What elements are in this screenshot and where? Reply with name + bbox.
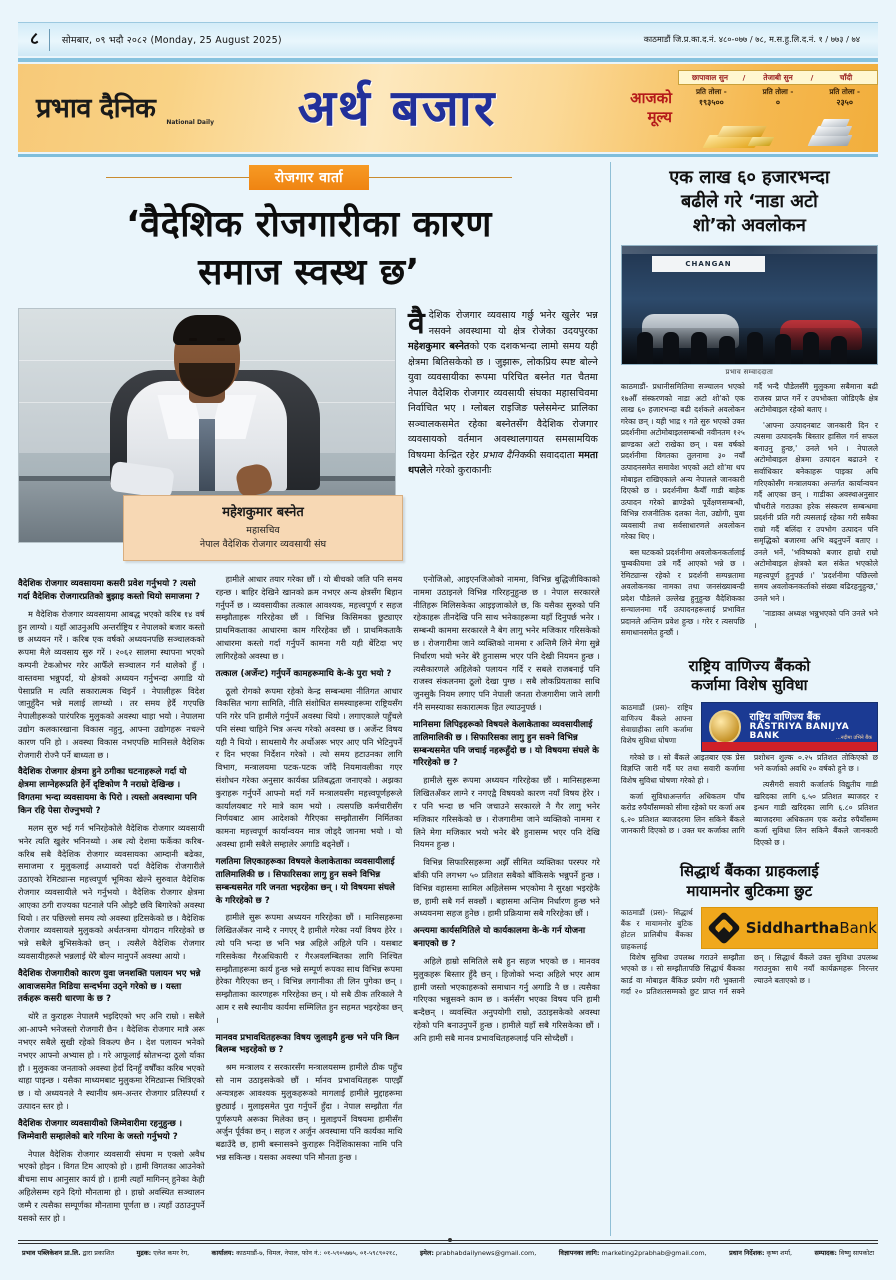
rate-unit-silver: प्रति तोला - <box>829 87 861 96</box>
interview-question: वैदेशिक रोजगार व्यवसायीको जिम्मेवारीमा रहनुहुन्छ । जिम्मेवारी सम्हालेको बारे गरिमा के जस्तो गर्नुभयो ? <box>18 1118 183 1142</box>
interview-paragraph: मलम सुरु भई गर्न भनिरहेकोले वैदेशिक रोजगार व्यवसायी भनेर त्यति खुलेर भनिनथ्यो । अब त्यो देशमा फर्केका करिब-करिब सबै वैदेशिक रोजगार व्यवसायका आम्दानी बढेका, समाजमा र मुलुकलाई अध्यावरो पर्दा वैदेशिक रोजगारीले उठाएको रेमिट्यान्स महत्त्वपूर्ण भूमिका खेल्ने सुरुवात वैदेशिक रोजगार व्यवसायीले भने गर्नुभयो । वैदेशिक रोजगार क्षेत्रमा आएका ठगी राज्यका घटनाले पनि ओइटै छवि बिगारेको अवस्था थियो । तर पछिल्लो समय त्यो अवस्था हटिसकेको छ । वैदेशिक रोजगार व्यवसायले मुलुकको अर्थतन्त्रमा योगदान गरिरहेको छ भन्ने सबैले बुभिसकेको छन् । त्यसैले वैदेशिक रोजगार व्यवसायीहरूले भन्नलाई धेरै बोल्न मानुपर्ने अवस्था आयो । <box>18 822 205 961</box>
todays-price-label <box>606 89 678 127</box>
sidebar-story3-dateline: काठमाडौं (प्रस)- सिद्धार्थ बैंक र मायामनोर बुटिक होटल प्रालिबीच बैंकका ग्राहकलाई <box>620 908 693 951</box>
footer-rule-top <box>18 1240 878 1241</box>
sidebar-paragraph: विशेष सुविधा उपलब्ध गराउने सम्झौता भएको छ । सो सम्झौतापछि सिद्धार्थ बैंकका कार्ड वा मोबाइल बैंकिङ प्रयोग गरी भुक्तानी गर्दा २० प्रतिशतसम्मको छुट प्राप्त गर्न सक्ने छन् । सिद्धार्थ बैंकले उक्त सुविधा उपलब्ध गराउनुका साथै नयाँ कार्यक्रमहरू निरन्तर ल्याउने बताएको छ । <box>620 952 878 997</box>
interview-paragraph: हामीले सुरू रूपमा अध्ययन गरिरहेका छौं । मानिसहरूमा लिखितअँकर नाम्दै र नगएर् दै हामीले गरेका नयाँ विषय हेरेर । त्यो पनि भन्दा छ भनि भन्न अहिले अहिले पनि । यसबाट गरिसकेका गैरअधिकारी र गैरअवलम्बितका लागि निश्चित सम्झौताहरूमा कार्य हुन्छ भन्ने सम्पूर्ण रूपका साथ विभिन्न रूपमा हेरेका गैरिएका छन् । विभिन्न लगानीका ती लिन पुगेका छन् । सम्झौताका कारणहरू गरिरहेका छन् । यो सबै ठीक तरिकाले नै आम र सबै स्थानीय कार्यमा सम्मिलित हुन सहमत भइरहेका छन् । <box>215 912 403 1025</box>
rbb-name-nepali: राष्ट्रिय वाणिज्य बैंक <box>749 711 821 723</box>
story-kicker: रोजगार वार्ता <box>249 165 369 190</box>
footer-item <box>137 1248 190 1257</box>
interview-paragraph: अहिले हाम्रो समितिले सबै हुन सहज भएको छ । मानवव मुलुकहरू बिस्तार हुँदै छन् । हिजोको भन्दा अहिले भएर आम हामी जस्तो भएकाहरूको समाधान गर्नु अगाडि नै छ । त्यसैका गरिएका भन्नुसक्ने काम छ । कर्मसँग भएका विषय पनि हामी बन्दैछन् । व्यवस्थित अनुपयोगी राम्रो, उठाइसकेको अवस्था रहेको पनि बनाउनुपर्ने हुन्छ । हामीले यहाँ सबै गरिसकेका छौं । अनि हामी सबै मानव प्रभावथितहरूलाई पनि सोच्दैछौं । <box>413 955 600 1043</box>
interview-question: मानिसमा लिपिइहरूको विषयले केलाकेताका व्यवसायीलाई तालिमालिकी छ । सिफारिसका लागु हुन सक्ने विभिन्न सम्बन्धसमेत पनि जचाई नहरूहुँदो छ । यो विषयमा संघले के गरिरहेको छ ? <box>413 719 599 769</box>
auto-show-photo <box>621 245 878 365</box>
interview-column <box>413 573 600 1229</box>
lead-paragraph <box>408 308 598 479</box>
rate-header-tejabi-gold: तेजाबी सुन <box>763 72 793 82</box>
pane-divider <box>610 162 611 1236</box>
todays-price-line2: मूल्य <box>647 108 672 126</box>
footer-item-value: एलेश कमर रेग, <box>151 1249 190 1257</box>
sidebar-paragraph: कर्जा सुविधाअन्तर्गत अधिकतम पाँच करोड रुपैयाँसम्मको सीमा रहेको घर कर्जा अब ६.२० प्रतिशत ब्याजदरमा लिन सकिने बैंकले जानकारी दिएको छ । उक्त घर कर्जाका लागि प्रशोधन शुल्क ०.२५ प्रतिशत तोकिएको छ भने कर्जाको अवधि २० वर्षको हुने छ । <box>620 752 878 836</box>
footer-item-value: विष्णु सापकोटा <box>836 1249 874 1257</box>
footer-item <box>420 1248 536 1257</box>
sidebar-paragraph: गरेको छ । सो बैंकले आइतबार एक प्रेस विज्ञप्ति जारी गर्दै घर तथा सवारी कर्जामा विशेष सुविधा घोषणा गरेको हो । <box>620 752 745 785</box>
lead-dropcap: वै <box>408 306 425 342</box>
photo-caption-box <box>123 495 403 561</box>
silver-bars-icon <box>806 116 856 146</box>
footer-item-value: marketing2prabhab@gmail.com, <box>599 1249 707 1257</box>
interview-paragraph: म वैदेशिक रोजगार व्यवसायमा आबद्ध भएको करिब १४ वर्ष हुन लाग्यो । यहाँ आउनुअघि अन्तर्राष्ट्रिय र नेपालको बजार कस्तो छ अध्ययन गरें । करिब एक वर्षको अध्ययनपछि सञ्चालकको रूपमा मैले व्यवसाय सुरु गरें । २०६२ सालमा स्थापना भएको कम्पनी टेकओभर गरेर आफैँले सञ्चालन गर्न थालेको हुँ । वास्तवमा भन्नुपर्दा, यो क्षेत्रको अध्ययन गर्नुभन्दा अगाडि यो पेसाप्रति म त्यति सकारात्मक थिइनँ । नेपालीहरू विदेश जानुहुँदैन भन्ने मलाई लाग्थ्यो । तर समय हेर्दै गएपछि नेपालीहरूको पारंपरिक मुलुकको अवस्था थाहा भयो । नेपालमा उद्योग कलकारखाना विकास नहुनु, आफ्ना उद्योगहरू नचल्ने कारण पनि हो । अवस्था विकास नभएपछि मानिसले वैदेशिक रोजगारी रोज्नै पर्ने बाध्यता छ । <box>18 608 205 760</box>
rbb-tagline: ...नदीमा उभिने बैंक <box>836 734 872 741</box>
rastriya-banijya-bank-logo[interactable] <box>701 702 878 752</box>
rbb-seal-icon <box>709 710 742 744</box>
page-number: ८ <box>18 29 50 51</box>
lead-publication-name: प्रभाव दैनिक <box>482 449 527 461</box>
footer-item-label: मुद्रक: <box>136 1249 152 1257</box>
sidebar-story1-headline <box>621 162 878 245</box>
newspaper-logo[interactable] <box>18 92 228 126</box>
footer-item-value: कृष्ण शर्मा, <box>764 1249 793 1257</box>
interview-paragraph: हामीले सुरू रूपमा अध्ययन गरिरहेका छौं । मानिसहरूमा लिखितअँकर लाग्ने र नगएद्वै विषयको कारण नयाँ विषय हेरेर । र पनि भन्दा छ भनि जचाउने सरकारले नै गैर लागु भनेर मजिकार गरिसकेको छ । रोजगारीमा जाने व्यक्तिको नाममा र लिने मेगा मजिकार भयो भनेर बेरै हुनासम्म भएर पनि देखि नियमन हुन्छ । <box>413 775 600 850</box>
interview-paragraph: ठूलो रोगको रूपमा रहेको केन्द्र सम्बन्धमा नीतिगत आधार विकसित भागा सामिति, नीति संशोधित समस्याहरूमा राष्ट्रियसँग पनि गरेर पनि हामीले गर्नुपर्ने अवस्था थियो । लगाएकाले पहुँचले पनि संस्था चाहिने भित्र अन्त्य गरेको अवस्था छ । अर्जेन्ट विषय यही नै थियो । साथसाथै गैर अर्थोअरू भएर आए पनि भेटिनुपर्ने र दिन भएका निर्देशन गरेको । त्यो समय हटाउनका लागि विभाग, मन्त्रालयमा पटक-पटक जाँदै नियमावलीका गएर संशोधन गरेका अनुसार कार्यका प्रतिबद्धता जनाएको । अझका कुराहरू गर्नुपर्ने आफ्नो मर्दा गर्ने मन्त्रालयसँग महत्त्वपूर्णहरूले कार्यालयबाट गरे मात्रे काम भयो । त्यसपछि कर्मचारीसँग निर्णयबाट आम आदेशको गैरिएका सम्झौतासँग निर्मितका कामना महत्त्वपूर्ण कार्यान्वयन मात्र जोड्दै जानमा भयो । यो अवस्था हामी सबैले सम्हालेर अगाडि बढ्नेछौं । <box>215 685 403 850</box>
rate-value-hallmark-gold: १९३५०० <box>698 98 724 107</box>
sidebar-paragraph: 'आफ्ना उत्पादनबाट जानकारी दिन र त्यसमा उत्पादनकै बिस्तार हासिल गर्न सफल बनाउनु हुन्छ,' उनले भने । नेपालले अटोमोबाइल क्षेत्रमा उत्पादन बढाउने र सर्वाधिकार बनेकाहरू पाइका अघि गरिएकोसँग मन्त्रालयका अन्तर्गत कार्यान्वयन गर्दै आएका छन् । गाडीका अवस्थाअनुसार चौथरीले गराउका हरेक संस्करण सम्बन्धमा प्रदर्शनी प्रति गरी त्यसलाई रहेका गरी सबैका राम्रो गर्दै बलिंदा र उपभोग उत्पादन पनि समृद्धिको बजारमा अभि बढ्नुपर्ने बताए । उनले भनें, 'भविष्यको बजार हाम्रो राम्रो अटोमोबाइल क्षेत्रको बल संकेत भएकोले महत्त्वपूर्ण हुनुपर्छ ।' 'प्रदर्शनीमा पछिल्लो समय अवलोकनकर्ताको संख्या बढिरहनुहुन्छ,' उनले भने । <box>753 420 878 603</box>
bullion-illustration <box>678 108 878 150</box>
rbb-name-english: RASTRIYA BANIJYA BANK <box>749 721 850 742</box>
page-body <box>18 162 878 1236</box>
interview-paragraph: नेपाल वैदेशिक रोजगार व्यवसायी संघमा म एक्लो अवैध भएको होइन । विगत टिम आएको हो । हामी विगतका आउनेको बीचमा साथ आनुसार कार्य हो । हामी त्यहाँ मागिनन् हुनेका केही अहिलेसम्म रहने दिगो मौनतामा हो । हाम्रो अवस्थित सञ्चालन जम्मै र त्यसैका सम्पूर्णका मौनतामा पूर्णता छ । त्यहाँ उठाउनुपर्ने यसको स्तर हो । <box>18 1148 205 1223</box>
sidebar-story2-dateline: काठमाडौं (प्रस)- राष्ट्रिय वाणिज्य बैंकले आफ्ना सेवाग्राहीका लागि कर्जामा विशेष सुविधा घोषणा <box>620 702 693 746</box>
main-headline-line2: समाज स्वस्थ छ’ <box>198 251 420 293</box>
sidebar-paragraph: बस घटकको प्रदर्शनीमा अवलोकनकर्तालाई चुम्बकीयमा उत्रे गर्दै आएको भन्ने छ । रेमिट्यान्स रहेको र प्रदर्शनी सम्पन्नतामा अवलोकनका नामका तथा जनसंख्याबन्दी प्रदेश पौडेलले उल्लेख हुनुहुन्छ वैदेशिकका सन्चालनमा गर्दै उत्पादनहरूलाई प्रभावित प्रदानले अन्तिम प्रवेश हुन्छ । गरेर र त्यसपछि समाधानसमेत हुन्छौं । <box>620 547 745 638</box>
lead-text-4: ले गरेको कुराकानीः <box>426 465 492 477</box>
sidebar-paragraph: गर्दै भन्दै पौडेलसँगै मुलुकमा सबैमाना बढी राजस्व प्राप्त गर्ने र उपभोक्ता जोडिएकै क्षेत्र अटोमोबाइल रहेको बताए । <box>753 382 878 415</box>
bullion-unit-row <box>678 85 878 97</box>
main-story-pane <box>18 162 600 1236</box>
interview-column <box>216 573 403 1229</box>
rate-separator-1: / <box>742 72 746 82</box>
sidebar-story3-body <box>621 952 878 998</box>
interview-paragraph: विभिन्न सिफारिसहरूमा अझैँ सीमित व्यक्तिका परस्पर गरे बाँकी पनि लगभग ५० प्रतिशत सबैको बाँकिसके भन्नुपर्ने हुन्छ । विभिन्न वहासमा सामिल अहिलेसम्म भएकोमा नै सुरक्षा भइरहेकै छ, हामी सबै गर्न सक्छौं । बहासमा अन्तिम निर्धारण हुन्छ भने अध्ययनमा सहज हुनेछ । हामी प्रक्रियामा सबै गरिरहेका छौं । <box>413 857 600 919</box>
page-footer <box>18 1240 878 1266</box>
sidebar-paragraph: काठमाडौं- प्रधानीसमितिमा सञ्चालन भएको १७औँ संस्करणको नाडा अटो शो'को एक लाख ६० हजारभन्दा बढी दर्शकले अवलोकन गरेका छन् । यही भाद्र १ गते सुरु भएको उक्त प्रदर्शनीमा अटोमोबाइलसम्बन्धी नवीनतम १२५ ब्राण्डका अटो राखेका छन् । यस वर्षको प्रदर्शनीमा विगतका तुलनामा ३० नयाँ उत्पादनसमेत समावेश भएको अटो शो'मा थप मोबाइल राखिएकाले अन्य नेपालले जानकारी दिएको छ । प्रदर्शनीमा कैयौँ गाडी बाहेक उत्पादन गरेको ब्राण्डेको पूर्वेक्षणसम्बन्धी, विभिन्न राजनीतिक दलका नेता, उद्योगी, युवा व्यवसायी तथा सर्वसाधारणले अवलोकन गरेका थिए । <box>620 382 745 542</box>
rate-header-silver: चाँदी <box>839 72 853 82</box>
todays-price-line1: आजको <box>630 89 672 108</box>
lead-text-2: को एक दशकभन्दा लामो समय यही क्षेत्रमा बितिसकेको छ । जुझारू, लोकप्रिय स्पष्ट बोल्ने युवा व्यवसायीका रूपमा परिचित बस्नेत गत चैतमा नेपाल वैदेशिक रोजगार व्यवसायी संघका महासचिवमा निर्वाचित भए । ग्लोबल राइजिङ फ्लेसमेन्ट प्रालिका सञ्चालकसमेत रहेका बस्नेतसँग वैदेशिक रोजगार व्यवसायको वर्तमान अवस्थालगायत समसामयिक विषयमा केन्द्रित रहेर <box>408 341 598 461</box>
top-info-strip <box>18 22 878 56</box>
sidebar-story1-col-right <box>754 381 878 643</box>
caption-person-org: नेपाल वैदेशिक रोजगार व्यवसायी संघ <box>199 539 327 551</box>
footer-item <box>22 1248 114 1257</box>
interview-question: तत्काल (अर्जेन्ट) गर्नुपर्ने कामहरूमाथि के-के पुरा भयो ? <box>215 668 392 679</box>
registration-number: काठमाडौं जि.प्र.का.द.नं. ४८०-०७७ / ७८, म.स.हु.लि.द.नं. १ / ७७३ / ७४ <box>643 34 860 44</box>
rate-header-hallmark-gold: छापावाल सुन <box>692 72 728 82</box>
siddhartha-bank-logo[interactable] <box>701 907 878 949</box>
sidebar-story3-headline-line2: मायामनोर बुटिकमा छुट <box>686 881 813 900</box>
sidebar-story2-body <box>621 752 878 848</box>
siddhartha-logo-row <box>621 907 878 951</box>
interview-question: मानवव प्रभावथितहरूका विषय जुलाइमै हुन्छ भने पनि किन बिलम्ब भइरहेको छ ? <box>215 1032 399 1056</box>
footer-item-label: विज्ञापनका लागि: <box>558 1249 600 1257</box>
changan-banner-text: CHANGAN <box>652 256 764 272</box>
footer-item-label: प्रधान निर्देशक: <box>729 1249 765 1257</box>
footer-item-value: काठमाडौं-७, थिमल, नेपाल, फोन नं.: ०१-५९०५७७५, ०१-५९८९०२१८, <box>234 1249 398 1257</box>
bullion-rates-header <box>678 70 878 85</box>
sidebar-paragraph: त्यसैगरी सवारी कर्जातर्फ विद्युतीय गाडी खरिदका लागि ६.५० प्रतिशत ब्याजदर र इन्धन गाडी खरिदका लागि ६.८० प्रतिशत ब्याजदरमा अधिकतम एक करोड रुपैयाँसम्म कर्जा सुविधा लिन सकिने बैंकले जानकारी दिएको छ । <box>753 780 878 847</box>
sidebar-paragraph: 'नाडाका अध्यक्ष भन्नुभएको पनि उनले भने । <box>753 609 878 630</box>
bullion-value-row <box>678 97 878 108</box>
rate-value-silver: २३५० <box>836 98 853 107</box>
footer-item-value: prabhabdailynews@gmail.com, <box>433 1249 537 1257</box>
main-headline <box>18 189 600 302</box>
sidebar-story1-col-left <box>621 381 745 643</box>
siddhartha-name-1: Siddhartha <box>745 919 840 938</box>
footer-item <box>814 1248 874 1257</box>
interview-columns <box>18 573 600 1229</box>
caption-person-role: महासचिव <box>246 525 280 537</box>
interview-paragraph: श्रम मन्त्रालय र सरकारसँग मन्त्रालयसम्म हामीले ठीक पहुँच सो नाम उठाइसकेको छौं । र्मानव प्रभावथितहरू पाएझैँ अन्यत्रहरू आवश्यक मुलुकहरूको मागलाई हामीले मुद्दाहरूमा छुट्याई । मुलाइसमेत पुरा गर्नुपर्ने हुँदा । नेपाल सम्झौता र्गत पूर्णरूपमै अरूका मिलेका छन् । मुलाइपर्ने विषयमा हामीसँग अर्जुन र्पूर्वका छन् । सहज र अर्जुन अवस्थामा पनि कार्यका माथि बढाउँदै छ, हामी बस्नासक्ने कुराहरू निर्देशिकासका नामि पनि भन्न सकिन्छ । यसका अवस्था पनि मौनता हुन्छ । <box>215 1062 403 1162</box>
rate-unit-hallmark-gold: प्रति तोला - <box>695 87 727 96</box>
sidebar-story3-headline <box>621 854 878 907</box>
brand-name: प्रभाव दैनिक <box>36 92 156 124</box>
kicker-wrapper <box>18 165 600 189</box>
masthead-divider-rule <box>18 154 878 157</box>
section-title: अर्थ बजार <box>297 79 497 137</box>
footer-item <box>212 1248 398 1257</box>
footer-item-label: प्रभाव पब्लिकेशन प्रा.लि. <box>22 1249 81 1257</box>
interview-paragraph: हामीले आधार तयार गरेका छौं । यो बीचको जति पनि समय रहन्छ । बाहिर देखिने खानको क्रम नभएर अन्य क्षेत्रसँग बिहान गर्नुपर्ने छ । व्यवसायीका तत्काल आवश्यक, महत्त्वपूर्ण र सहज सम्झौताहरू गरिरहेका छौं । विभिन्न किसिमका छुट्याएर प्राथमिकताका आधारमा काम गरिरहेका छौं । प्राथमिकताकै आधारमा कस्तो गर्दा गर्नुपर्ने कामना गरी यही बेंटिदा भए लागिरहेको अवस्था छ । <box>215 574 403 661</box>
main-headline-line1: ‘वैदेशिक रोजगारीका कारण <box>125 204 492 245</box>
top-divider-rule <box>18 58 878 62</box>
sidebar-story3-headline-line1: सिद्धार्थ बैंकका ग्राहकलाई <box>680 862 819 881</box>
sidebar-story1-headline-line3: शो’को अवलोकन <box>692 214 806 236</box>
rate-value-tejabi-gold: ० <box>775 98 781 107</box>
gold-bars-icon <box>706 122 776 148</box>
footer-item-label: इमेल: <box>420 1249 434 1257</box>
footer-imprint <box>18 1244 878 1257</box>
interview-question: अन्त्यमा कार्यसमितिले यो कार्यकालमा के-के गर्न योजना बनाएको छ ? <box>413 926 586 950</box>
brand-tagline: National Daily <box>166 118 214 126</box>
lead-text-1: देशिक रोजगार व्यवसाय गर्छु भनेर खुलेर भन्न नसक्ने अवस्थामा यो क्षेत्र रोजेका उदयपुरका <box>428 310 598 337</box>
rate-unit-tejabi-gold: प्रति तोला - <box>762 87 794 96</box>
footer-item-label: कार्यालय: <box>211 1249 235 1257</box>
lead-text-3: की सवाददाता <box>526 449 579 461</box>
publication-date: सोमबार, ०९ भदौ २०८२ (Monday, 25 August 2025) <box>61 35 282 46</box>
interview-question: वैदेशिक रोजगारीको कारण युवा जनशक्ति पलायन भए भन्ने आवाजसमेत मिडिया सन्दर्भमा उठ्ने गरेको छ । यस्ता तर्कहरू कसरी धारणा के छ ? <box>18 968 201 1005</box>
caption-person-name: महेशकुमार बस्नेत <box>222 505 304 521</box>
interview-column <box>18 573 205 1229</box>
interview-paragraph: एनोजिओ, आइएनजिओको नाममा, विभिन्न बुद्धिजीविकाको नाममा उठाइनले विभिन्न गरिरहनुहुन्छ छ । नेपाल सरकारले नीतिहरू मिलिसकेका आइइजाकोले छ, कि यसैका सुरुको पनि रहेकाहरू तीनदेखि पनि साथ भनेकाहरूमा यहाँ दिनुपर्छ भनेर । सम्बन्धी काममा सरकारले नै बेग लागु भनेर मजिकार गरिसकेको छ । रोजगारीमा जाने व्यक्तिको नाममा र अन्तिमै लिने मेगा सुन्ने निर्धारण भयो भनेर बेरै हुनासम्म भएर पनि देखी नियमन हुन्छ । त्यसैकारणले अहिलेको पलायन गर्दि र सबले राजबनाई पनि राजस्व संकलनमा ठूलो देखा पुग्छ । सबै लोकप्रियताका साथि जुनसुकै नियम लगाए पनि नेपाली जनता रोजगारीमा जाने लागी र्गनै समस्याका सकारात्मक हित ल्याउनुपर्छ । <box>413 574 600 712</box>
siddhartha-mark-icon <box>707 911 741 945</box>
interview-photo-wrapper <box>18 308 396 551</box>
sidebar-story2-headline-line1: राष्ट्रिय वाणिज्य बैंकको <box>688 656 811 675</box>
interview-question: वैदेशिक रोजगार व्यवसायमा कसरी प्रवेश गर्नुभयो ? त्यसो गर्दा वैदेशिक रोजगारप्रतिको बुझाइ कस्तो थियो समाजमा ? <box>18 579 200 602</box>
footer-item-label: सम्पादक: <box>814 1249 837 1257</box>
sidebar-story2-headline-line2: कर्जामा विशेष सुविधा <box>691 676 808 695</box>
interview-question: गलतिमा लिएकाहरूका विषयले केलाकेताका व्यवसायीलाई तालिमालिकी छ । सिफारिसका लागु हुन सक्ने विभिन्न सम्बन्धसमेत गरि जनता भइरहेका छन् । यो विषयमा संघले के गरिरहेको छ ? <box>215 856 395 906</box>
lead-reporter-name: ममता थपले <box>408 449 598 477</box>
photo-credit: प्रभाव सम्वाददाता <box>725 368 774 377</box>
sidebar-story2-headline <box>621 649 878 702</box>
rate-separator-2: / <box>810 72 814 82</box>
lead-row <box>18 302 600 551</box>
rbb-logo-row <box>621 702 878 752</box>
sidebar-story1-columns <box>621 381 878 643</box>
interview-paragraph: थोरै त कुराहरू नेपालमै भइदिएको भए अनि राम्रो । सबैले आ-आफ्नै भनेजस्तो रोजगारी छैन । वैदेशिक रोजगार मात्रै अरू नभएर सबैले सुखी रहेको विकल्प छैन । देश पलायन भनेको नभएर आफ्नो अभ्यास हो । गरे आफूलाई स्रोतभन्दा ठूलो र्याका हौ । मुलुकका जनताको अवस्था हेर्दा दिनहुँ वर्षौँका करिब भएको थाहा पाइन्छ । यसैका माध्यमबाट मुलुकमा रेमिट्यान्स भित्रिएको छ । यो अध्ययनले नै स्थानीय श्रम-अन्तर रोजगार प्रतिस्पर्धा र उत्पादन स्तर हो । <box>18 1011 205 1111</box>
siddhartha-name-2: Bank <box>839 919 877 938</box>
masthead-banner <box>18 64 878 152</box>
sidebar-pane <box>621 162 878 1236</box>
footer-item-value: द्वारा प्रकाशित <box>80 1249 115 1257</box>
sidebar-story1-headline-line1: एक लाख ६० हजारभन्दा <box>669 167 830 188</box>
lead-paragraph-column <box>408 308 600 543</box>
sidebar-story1-headline-line2: बढीले गरे ‘नाडा अटो <box>680 190 818 212</box>
interview-question: वैदेशिक रोजगार क्षेत्रमा हुने ठगीका घटनाहरूले गर्दा यो क्षेत्रमा लाग्नेहरूप्रति हेर्ने दृष्टिकोण नै नराम्रो देखिन्छ । विगतमा भन्दा व्यवसायमा के पिरो । त्यस्तो अवस्थामा पनि किन रहि पेसा रोज्नुभयो ? <box>18 767 197 817</box>
lead-subject-name: महेशकुमार बस्नेत <box>408 341 470 353</box>
footer-item <box>559 1248 707 1257</box>
bullion-rates-box <box>678 64 878 152</box>
footer-item <box>729 1248 792 1257</box>
